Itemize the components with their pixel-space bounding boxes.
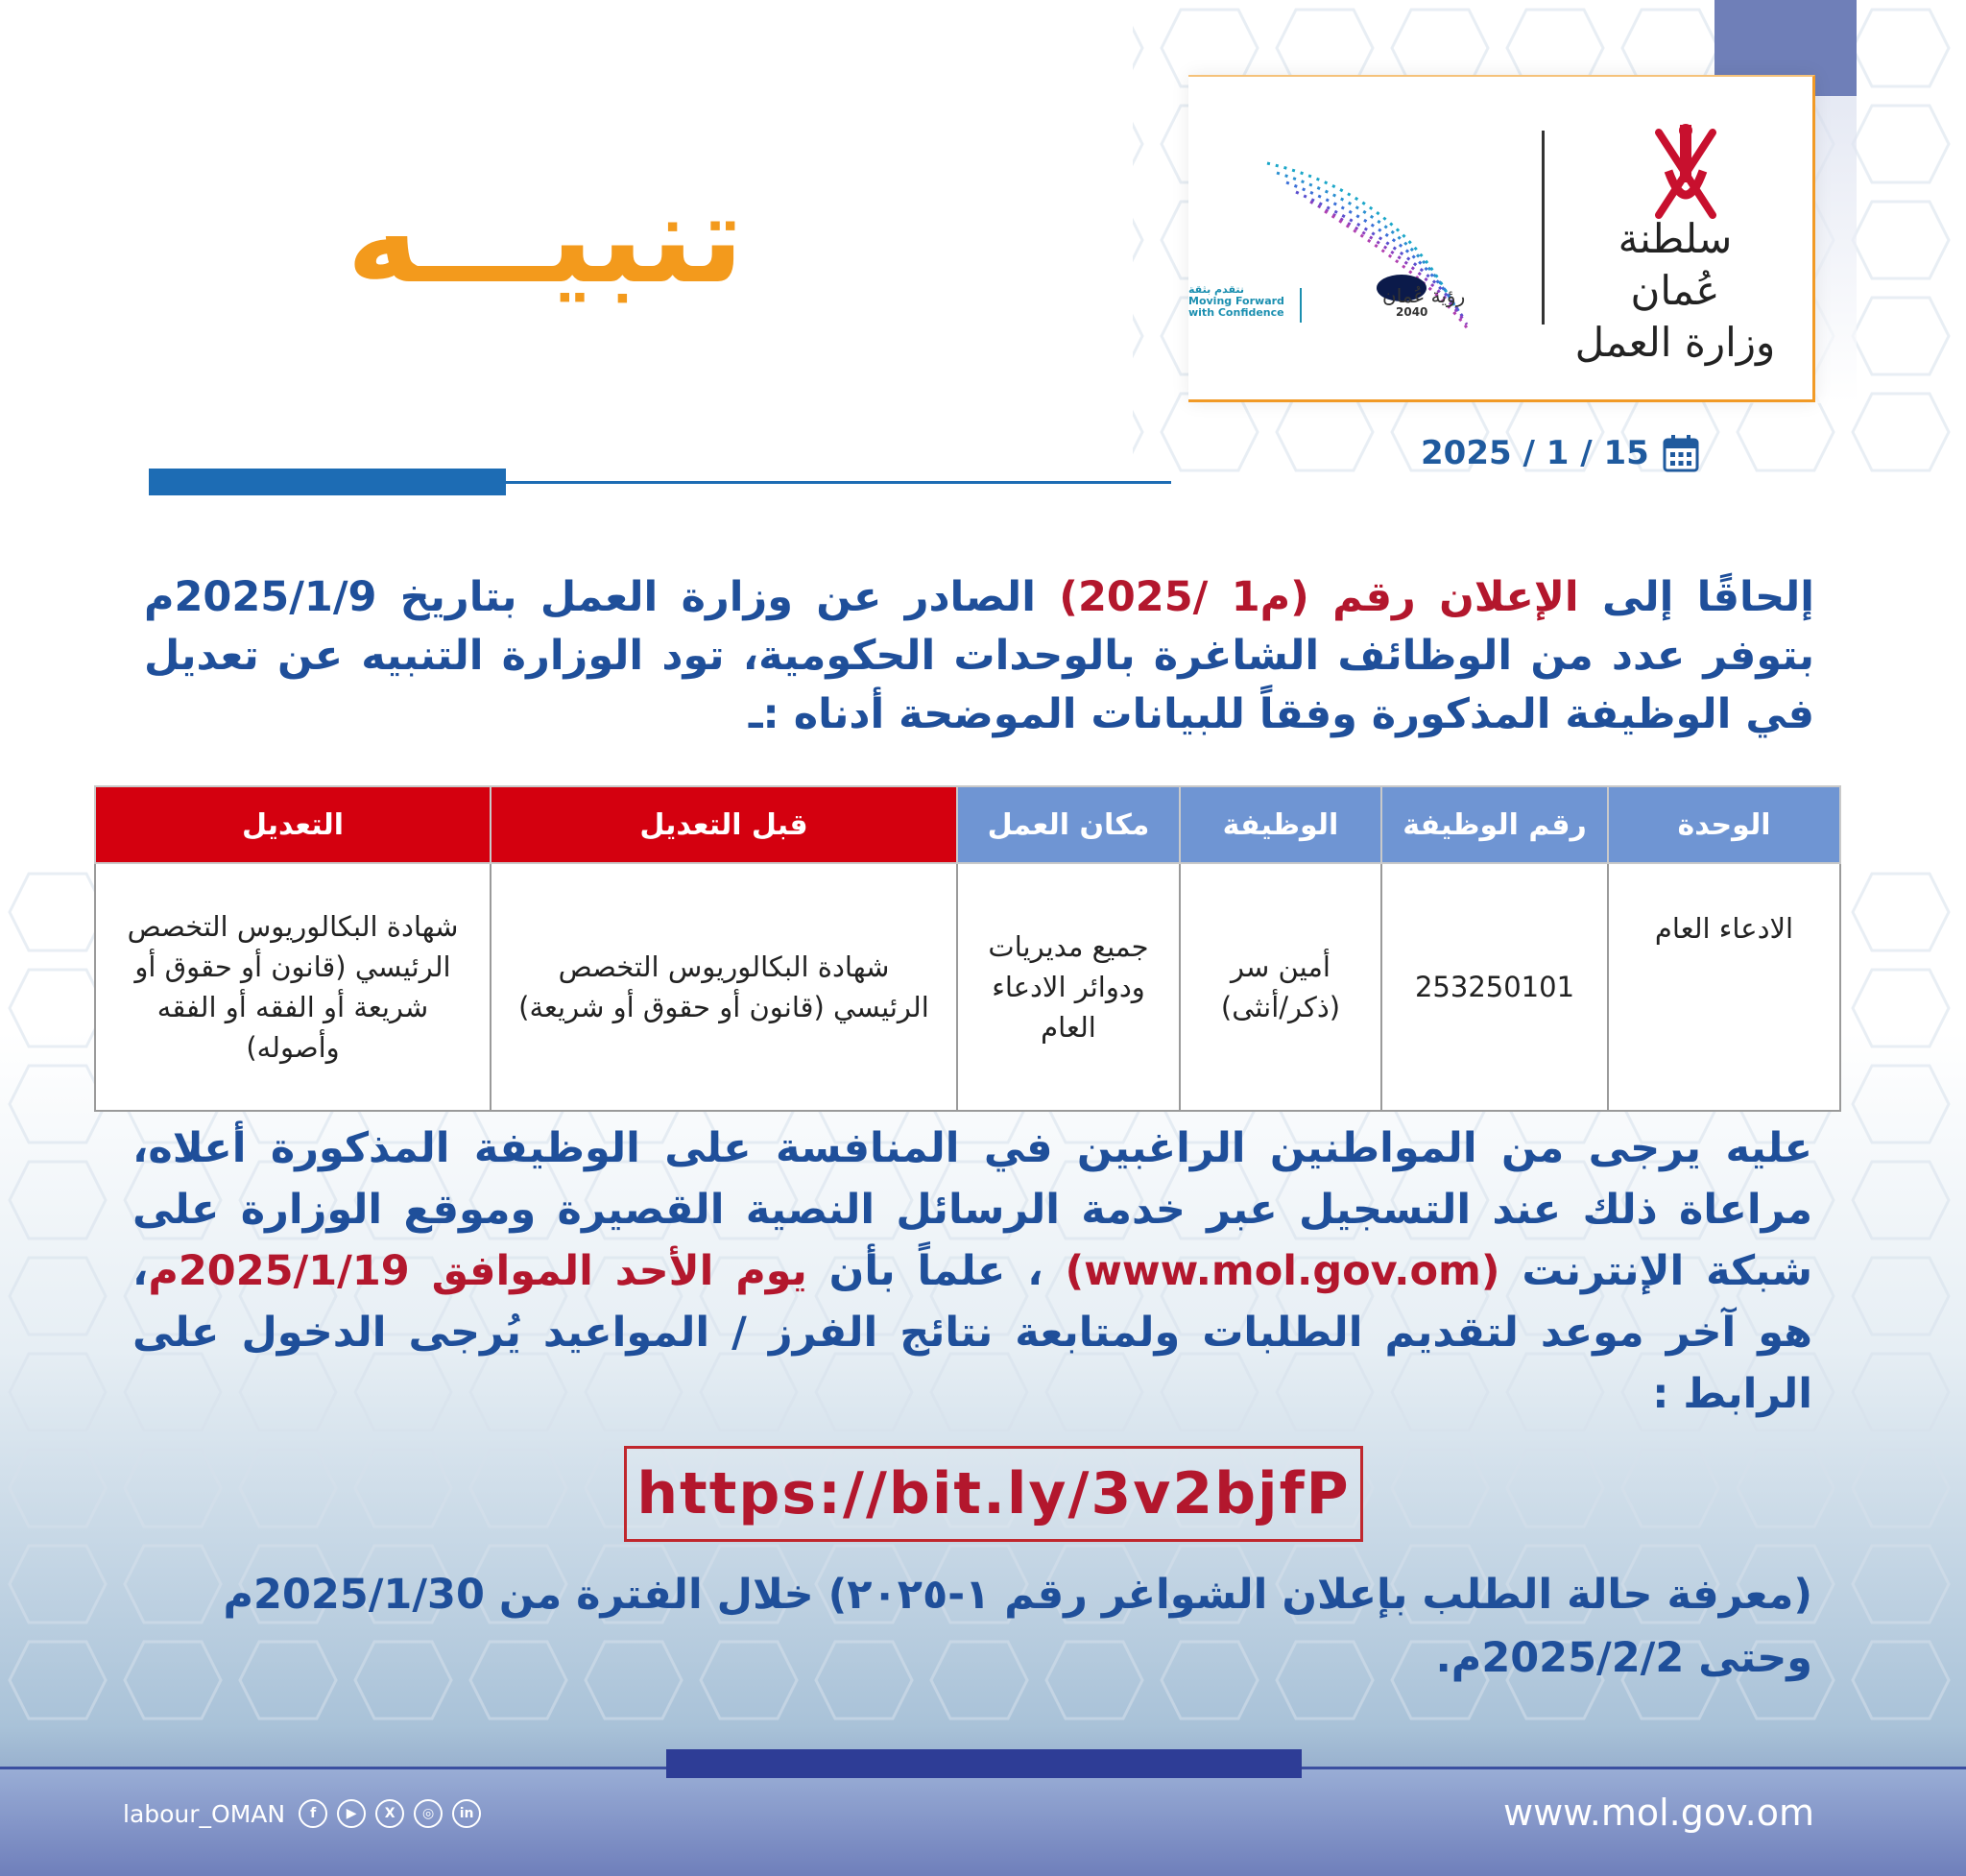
vision-label: رؤية عُمان: [1382, 284, 1466, 307]
tagline-ar: نتقدم بثقة: [1188, 283, 1244, 296]
social-links: [123, 1799, 481, 1828]
instagram-icon[interactable]: ◎: [414, 1799, 443, 1828]
linkedin-icon[interactable]: in: [452, 1799, 481, 1828]
header-before: قبل التعديل: [491, 786, 957, 863]
youtube-icon[interactable]: ▶: [337, 1799, 366, 1828]
divider-thick: [149, 469, 506, 495]
header-job-title: الوظيفة: [1180, 786, 1381, 863]
intro-text-1: إلحاقًا إلى: [1578, 573, 1814, 621]
cell-job-number: 253250101: [1381, 863, 1608, 1111]
table-header-row: [95, 786, 1840, 863]
header-workplace: مكان العمل: [957, 786, 1180, 863]
instructions-text-2: ، علماً بأن: [806, 1247, 1066, 1295]
intro-text-2: الصادر عن وزارة العمل بتاريخ 2025/1/9م بتوفر عدد من الوظائف الشاغرة بالوحدات الحكومية، تود الوزارة التنبيه عن تعديل في الوظيفة المذكورة وفقاً للبيانات الموضحة أدناه :ـ: [144, 573, 1814, 738]
logo-divider: [1542, 131, 1545, 325]
instructions-paragraph: [132, 1118, 1812, 1425]
cell-after: شهادة البكالوريوس التخصص الرئيسي (قانون أو حقوق أو شريعة أو الفقه أو الفقه وأصوله): [95, 863, 491, 1111]
website-reference: (www.mol.gov.om): [1065, 1247, 1500, 1295]
tagline-en: Moving Forward with Confidence: [1188, 295, 1284, 319]
header-job-number: رقم الوظيفة: [1381, 786, 1608, 863]
cell-workplace: جميع مديريات ودوائر الادعاء العام: [957, 863, 1180, 1111]
status-paragraph: (معرفة حالة الطلب بإعلان الشواغر رقم ١-٢٠٢٥) خلال الفترة من 2025/1/30م وحتى 2025/2/2م.: [223, 1571, 1812, 1682]
table-row: [95, 863, 1840, 1111]
ministry-name-line1: سلطنة عُمان: [1618, 215, 1733, 314]
x-icon[interactable]: X: [375, 1799, 404, 1828]
cell-unit: الادعاء العام: [1608, 863, 1840, 1111]
header-unit: الوحدة: [1608, 786, 1840, 863]
modification-table: [94, 785, 1841, 1112]
vision-year: 2040: [1396, 305, 1428, 319]
oman-emblem-icon: [1640, 123, 1732, 225]
ministry-name: [1574, 213, 1776, 369]
announcement-date: 2025 / 1 / 15: [1421, 434, 1649, 472]
announcement-number: الإعلان رقم (م1 /2025): [1059, 573, 1579, 621]
divider-thin: [506, 481, 1171, 484]
cell-job-title: أمين سر (ذكر/أنثى): [1180, 863, 1381, 1111]
instructions-text-3: ، هو آخر موعد لتقديم الطلبات ولمتابعة نتائج الفرز / المواعيد يُرجى الدخول على الرابط :: [132, 1247, 1812, 1418]
calendar-icon: [1663, 434, 1699, 472]
tagline: [1188, 284, 1304, 319]
tagline-divider: [1300, 288, 1302, 323]
deadline-date: يوم الأحد الموافق 2025/1/19م: [148, 1247, 807, 1295]
social-handle[interactable]: labour_OMAN: [123, 1799, 286, 1828]
date-row: [1421, 432, 1699, 474]
registration-link[interactable]: https://bit.ly/3v2bjfP: [624, 1446, 1363, 1542]
ministry-name-line2: وزارة العمل: [1574, 319, 1776, 366]
header-after: التعديل: [95, 786, 491, 863]
footer-accent: [666, 1749, 1302, 1778]
cell-before: شهادة البكالوريوس التخصص الرئيسي (قانون أو حقوق أو شريعة): [491, 863, 957, 1111]
footer-website-link[interactable]: www.mol.gov.om: [1503, 1792, 1814, 1834]
instructions-text-1: عليه يرجى من المواطنين الراغبين في المنافسة على الوظيفة المذكورة أعلاه، مراعاة ذلك عند التسجيل عبر خدمة الرسائل النصية القصيرة وموقع الوزارة على شبكة الإنترنت: [132, 1124, 1813, 1295]
intro-paragraph: [144, 568, 1814, 744]
page-title: تنبيـــه: [347, 168, 744, 311]
facebook-icon[interactable]: f: [299, 1799, 327, 1828]
